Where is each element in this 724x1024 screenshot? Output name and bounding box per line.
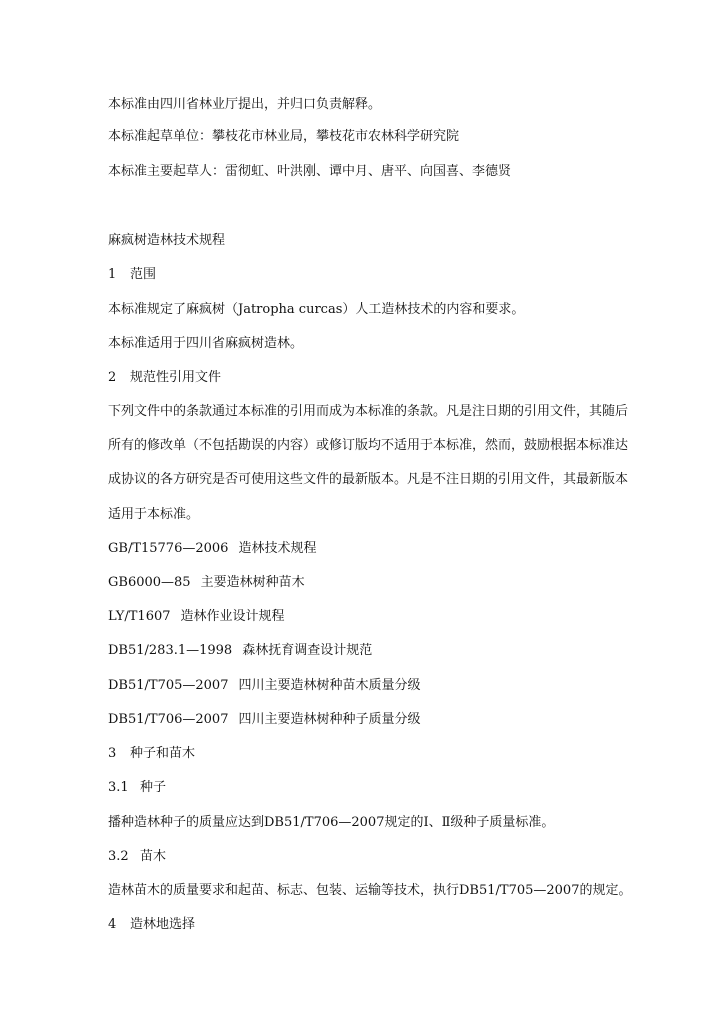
subsection-heading-3-2 [108,849,628,865]
section-number: 4 [108,917,117,932]
reference-name: 主要造林树种苗木 [200,575,305,590]
section-title: 范围 [130,267,157,282]
reference-code: DB51/T706—2007 [108,712,229,727]
reference-code: GB/T15776—2006 [108,541,229,556]
proposer-statement: 本标准由四川省林业厅提出，并归口负责解释。 [108,97,382,112]
reference-name: 四川主要造林树种苗木质量分级 [238,678,421,693]
paragraph: 本标准适用于四川省麻疯树造林。 [108,336,304,351]
section-heading-4 [108,917,628,933]
section-number: 2 [108,370,117,385]
paragraph-line: 下列文件中的条款通过本标准的引用而成为本标准的条款。凡是注日期的引用文件，其随后 [108,404,629,419]
reference-name: 四川主要造林树种种子质量分级 [238,712,421,727]
subsection-number: 3.2 [108,849,129,864]
section-number: 3 [108,746,117,761]
section-title: 规范性引用文件 [130,370,222,385]
subsection-title: 种子 [140,780,167,795]
reference-name: 森林抚育调查设计规范 [242,643,373,658]
drafters: 本标准主要起草人：雷彻虹、叶洪刚、谭中月、唐平、向国喜、李德贤 [108,164,512,179]
section-heading-1 [108,267,628,283]
reference-code: LY/T1607 [108,609,171,624]
section-heading-2 [108,370,628,386]
section-heading-3 [108,746,628,762]
paragraph: 播种造林种子的质量应达到DB51/T706—2007规定的Ⅰ、Ⅱ级种子质量标准。 [108,815,555,830]
reference-item [108,678,628,694]
section-title: 造林地选择 [130,917,196,932]
section-number: 1 [108,267,117,282]
paragraph-line: 所有的修改单（不包括勘误的内容）或修订版均不适用于本标准，然而，鼓励根据本标准达 [108,438,629,453]
reference-name: 造林作业设计规程 [180,609,285,624]
subsection-title: 苗木 [140,849,167,864]
reference-item [108,541,628,557]
reference-name: 造林技术规程 [238,541,317,556]
reference-code: DB51/283.1—1998 [108,643,233,658]
reference-item [108,643,628,659]
subsection-number: 3.1 [108,780,129,795]
paragraph: 本标准规定了麻疯树（Jatropha curcas）人工造林技术的内容和要求。 [108,302,525,317]
reference-item [108,712,628,728]
document-title: 麻疯树造林技术规程 [108,233,226,248]
reference-code: GB6000—85 [108,575,191,590]
reference-item [108,609,628,625]
paragraph-line: 成协议的各方研究是否可使用这些文件的最新版本。凡是不注日期的引用文件，其最新版本 [108,472,629,487]
subsection-heading-3-1 [108,780,628,796]
reference-code: DB51/T705—2007 [108,678,229,693]
section-title: 种子和苗木 [130,746,196,761]
paragraph: 造林苗木的质量要求和起苗、标志、包装、运输等技术，执行DB51/T705—2007的规定。 [108,883,632,898]
reference-item [108,575,628,591]
paragraph-line: 适用于本标准。 [108,507,200,522]
drafting-units: 本标准起草单位：攀枝花市林业局，攀枝花市农林科学研究院 [108,129,460,144]
